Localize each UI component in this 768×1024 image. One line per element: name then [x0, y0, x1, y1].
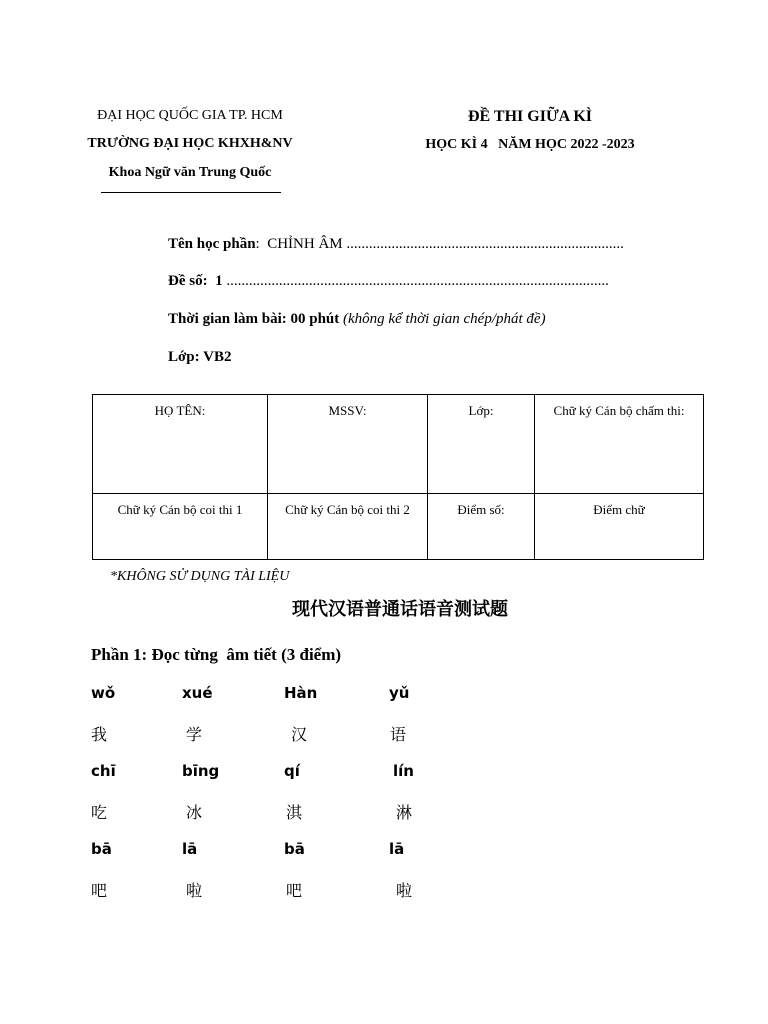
hanzi-item: 冰 [186, 803, 203, 822]
score-words-cell[interactable]: Điểm chữ [535, 493, 704, 559]
time-note: (không kể thời gian chép/phát đề) [343, 311, 546, 327]
header-underline [101, 192, 281, 193]
pinyin-item: bā [91, 840, 112, 858]
student-id-cell[interactable]: MSSV: [268, 395, 428, 494]
hanzi-item: 吧 [91, 881, 108, 900]
hanzi-item: 啦 [396, 881, 413, 900]
hanzi-item: 啦 [186, 881, 203, 900]
score-number-cell[interactable]: Điểm số: [428, 493, 535, 559]
hanzi-item: 语 [390, 725, 407, 744]
exam-number-value: 1 [215, 273, 223, 289]
hanzi-item: 汉 [291, 725, 308, 744]
chinese-exam-title: 现代汉语普通话语音测试题 [292, 599, 508, 620]
hanzi-item: 淋 [396, 803, 413, 822]
course-line: Tên học phần: CHỈNH ÂM .......................................................................... [168, 236, 624, 252]
proctor2-signature-cell[interactable]: Chữ ký Cán bộ coi thi 2 [268, 493, 428, 559]
pinyin-item: lín [393, 762, 414, 780]
time-label: Thời gian làm bài: 00 phút [168, 311, 340, 327]
exam-term: HỌC KÌ 4 NĂM HỌC 2022 -2023 [425, 137, 635, 152]
proctor1-signature-cell[interactable]: Chữ ký Cán bộ coi thi 1 [93, 493, 268, 559]
pinyin-item: lā [389, 840, 405, 858]
hanzi-item: 学 [186, 725, 203, 744]
course-label: Tên học phần [168, 236, 256, 252]
exam-number-label: Đề số: [168, 273, 208, 289]
hanzi-item: 我 [91, 725, 108, 744]
pinyin-item: qí [284, 762, 300, 780]
pinyin-item: lā [182, 840, 198, 858]
section1-heading: Phần 1: Đọc từng âm tiết (3 điểm) [91, 645, 342, 664]
class-label: Lớp: VB2 [168, 349, 232, 365]
student-info-table [92, 394, 704, 560]
hanzi-item: 淇 [286, 803, 303, 822]
exam-title: ĐỀ THI GIỮA KÌ [467, 108, 593, 125]
exam-number-line: Đề số: 1 ...................................................................................................... [168, 273, 609, 289]
time-line [168, 311, 546, 328]
hanzi-item: 吃 [91, 803, 108, 822]
faculty-name: Khoa Ngữ văn Trung Quốc [108, 165, 272, 180]
pinyin-item: bīng [182, 762, 220, 780]
course-value: CHỈNH ÂM [267, 236, 343, 252]
no-materials-notice: *KHÔNG SỬ DỤNG TÀI LIỆU [110, 569, 290, 584]
full-name-cell[interactable]: HỌ TÊN: [93, 395, 268, 494]
pinyin-item: wǒ [91, 684, 116, 702]
grader-signature-cell[interactable]: Chữ ký Cán bộ chấm thi: [535, 395, 704, 494]
pinyin-item: chī [91, 762, 116, 780]
school-name: TRƯỜNG ĐẠI HỌC KHXH&NV [87, 136, 293, 151]
pinyin-item: bā [284, 840, 305, 858]
university-name: ĐẠI HỌC QUỐC GIA TP. HCM [97, 108, 283, 123]
pinyin-item: Hàn [284, 684, 318, 702]
class-cell[interactable]: Lớp: [428, 395, 535, 494]
pinyin-item: yǔ [389, 684, 410, 702]
pinyin-item: xué [182, 684, 213, 702]
hanzi-item: 吧 [286, 881, 303, 900]
